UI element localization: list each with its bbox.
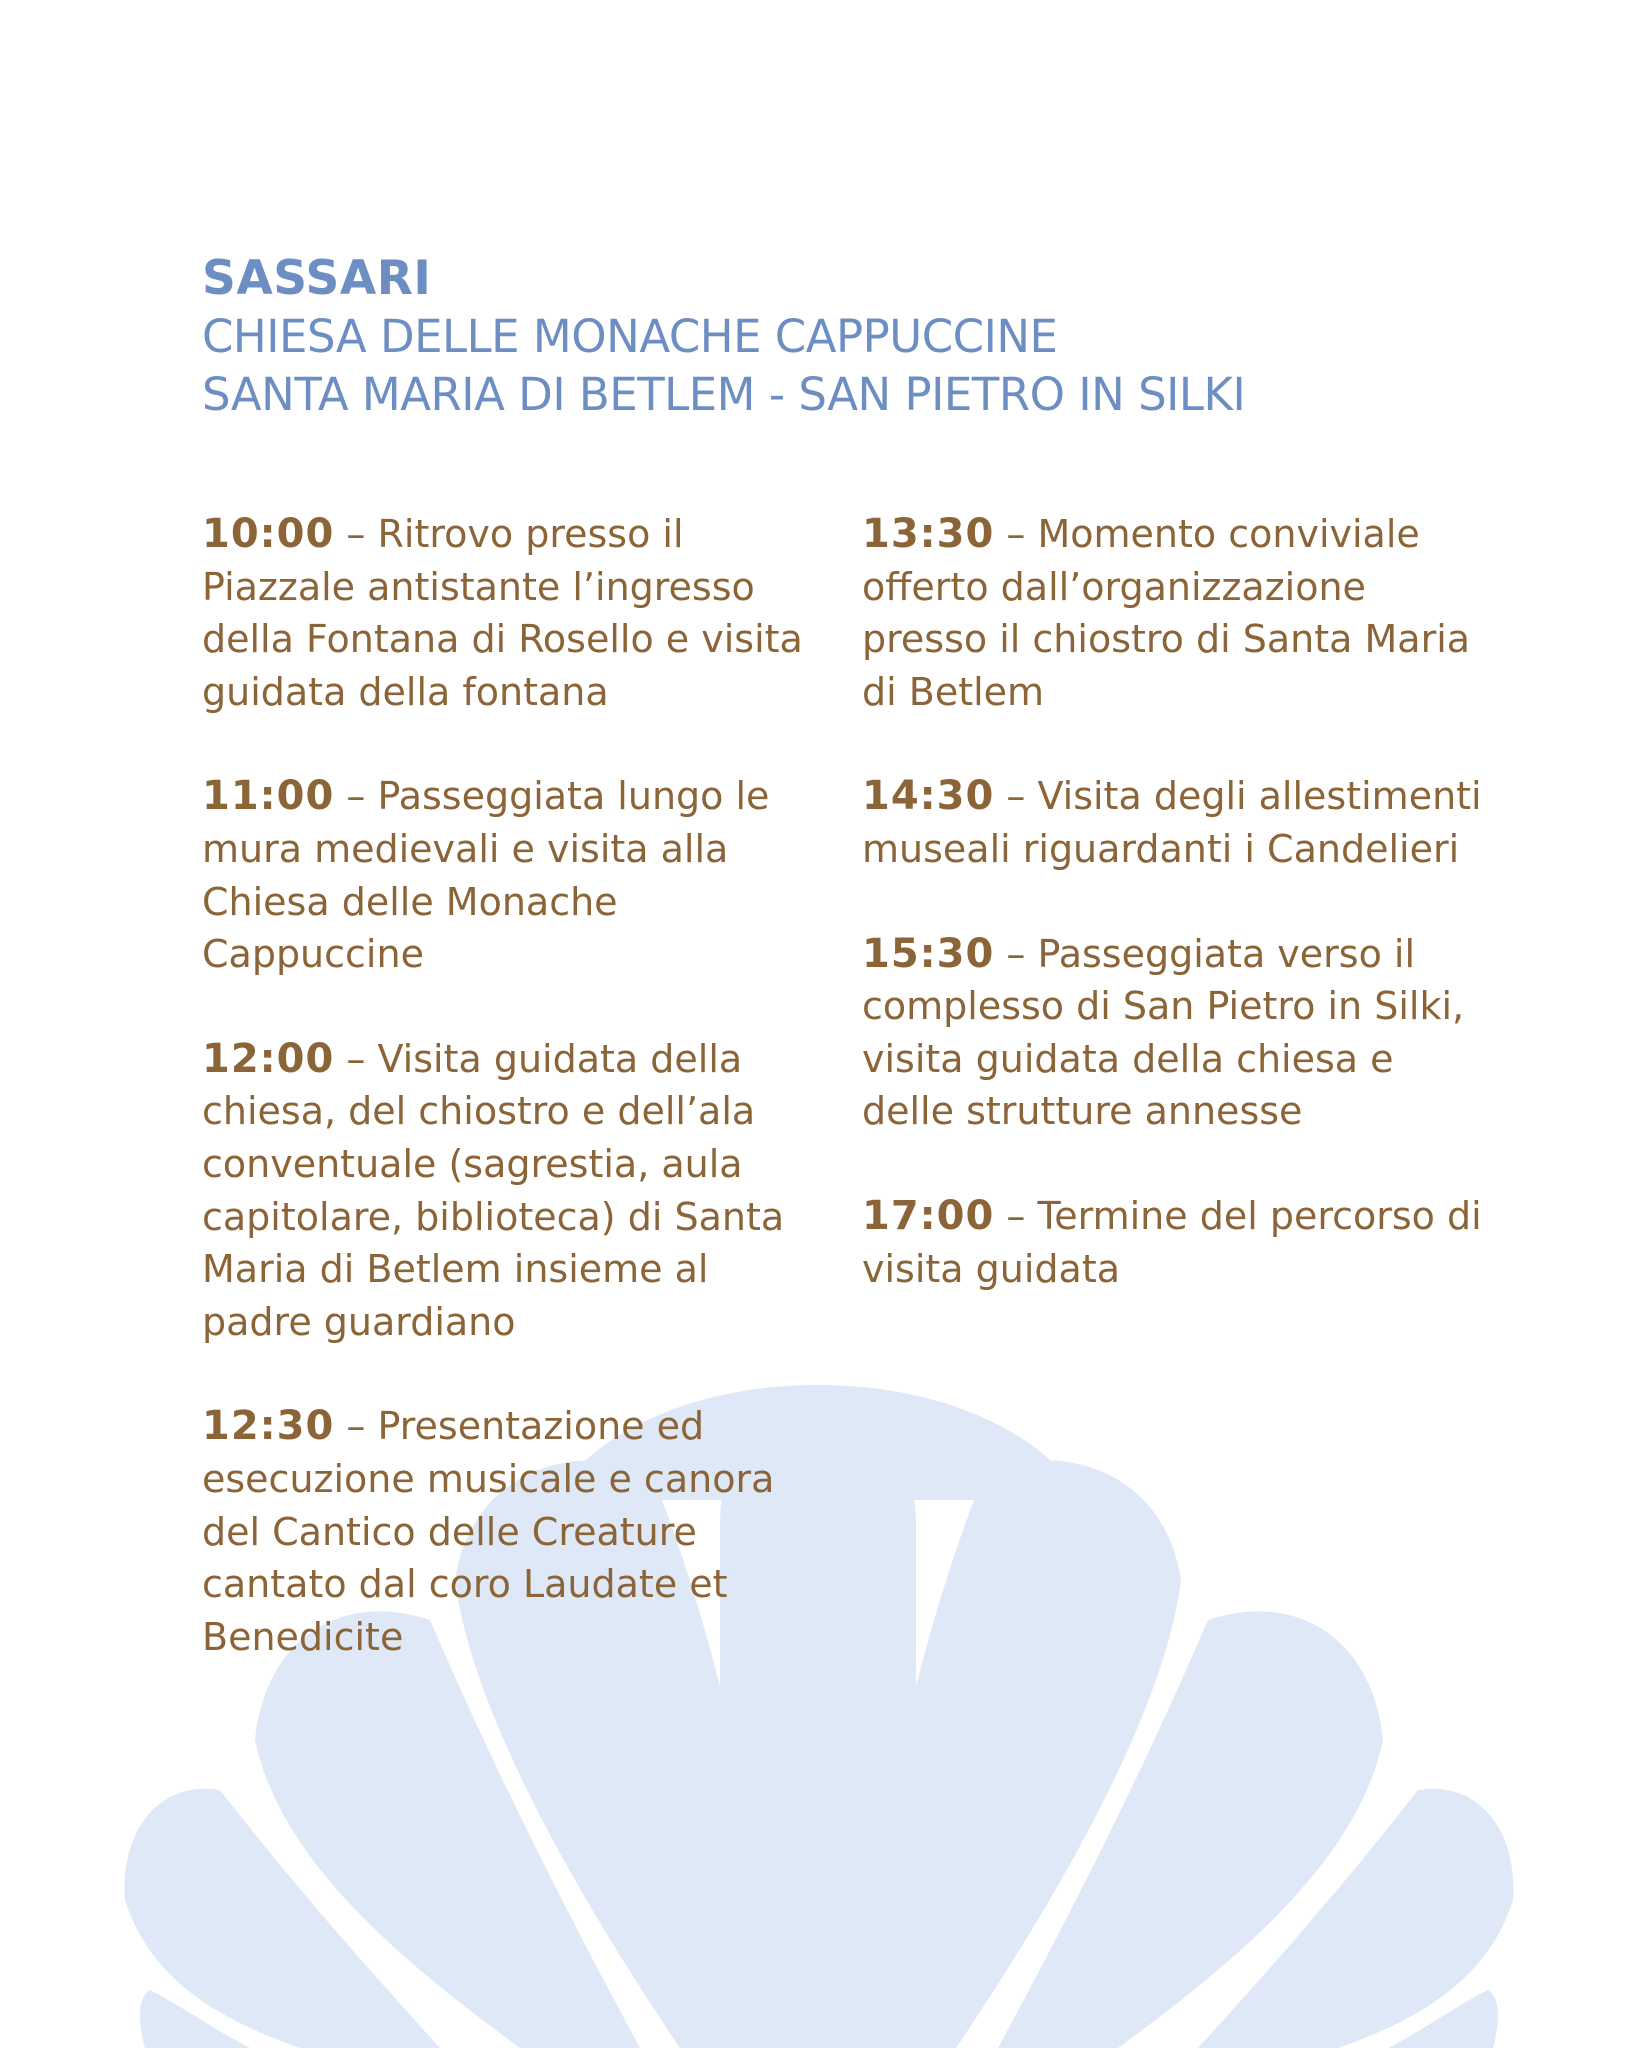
schedule-time: 17:00 [862, 1192, 995, 1239]
schedule-column-right [862, 508, 1482, 1347]
schedule-item [862, 1190, 1482, 1295]
schedule-time: 11:00 [202, 773, 335, 820]
venue-line-1: CHIESA DELLE MONACHE CAPPUCCINE [202, 310, 1058, 363]
schedule-item [862, 928, 1482, 1138]
schedule-time: 12:00 [202, 1035, 335, 1082]
schedule-item [862, 770, 1482, 875]
schedule-description: – Visita degli allestimenti museali riguardanti i Candelieri [862, 774, 1482, 871]
schedule-description: – Passeggiata verso il complesso di San Pietro in Silki, visita guidata della chiesa e delle strutture annesse [862, 931, 1465, 1134]
schedule-time: 10:00 [202, 511, 335, 557]
schedule-item [202, 1400, 822, 1663]
schedule-description: – Visita guidata della chiesa, del chiostro e dell’ala conventuale (sagrestia, aula capitolare, biblioteca) di Santa Maria di Betlem insieme al padre guardiano [202, 1036, 785, 1344]
schedule-description: – Passeggiata lungo le mura medievali e visita alla Chiesa delle Monache Cappuccine [202, 774, 770, 977]
schedule-item [202, 1033, 822, 1349]
schedule-time: 13:30 [862, 511, 995, 557]
schedule-time: 15:30 [862, 930, 995, 977]
schedule-item [202, 770, 822, 980]
schedule-time: 12:30 [202, 1403, 335, 1450]
schedule-item [862, 508, 1482, 718]
schedule-description: – Ritrovo presso il Piazzale antistante l’ingresso della Fontana di Rosello e visita guidata della fontana [202, 512, 803, 714]
event-header [202, 250, 1502, 424]
schedule-column-left [202, 508, 822, 1715]
schedule-time: 14:30 [862, 773, 995, 820]
schedule-description: – Presentazione ed esecuzione musicale e canora del Cantico delle Creature cantato dal coro Laudate et Benedicite [202, 1404, 775, 1659]
city-title: SASSARI [202, 251, 432, 306]
venue-line-2: SANTA MARIA DI BETLEM - SAN PIETRO IN SILKI [202, 368, 1246, 421]
schedule-description: – Termine del percorso di visita guidata [862, 1193, 1482, 1291]
schedule-description: – Momento conviviale offerto dall’organizzazione presso il chiostro di Santa Maria di Betlem [862, 512, 1471, 714]
schedule-item [202, 508, 822, 718]
